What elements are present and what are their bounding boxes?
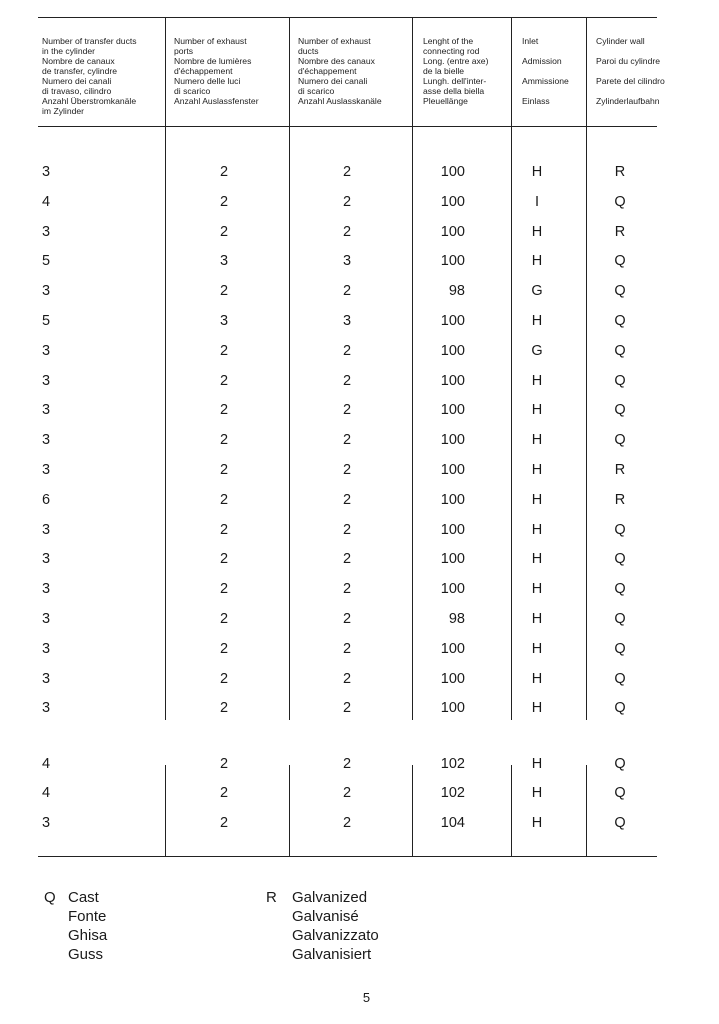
column-divider xyxy=(511,17,512,720)
cylinder-wall-cell: Q xyxy=(614,193,626,210)
exhaust-ducts-cell: 2 xyxy=(342,640,352,657)
exhaust-ports-cell: 2 xyxy=(219,164,229,180)
exhaust-ducts-cell: 2 xyxy=(342,700,352,717)
transfer-ducts-cell: 3 xyxy=(42,670,51,687)
header-rod-length: Lenght of the connecting rod Long. (entre axe) de la bielle Lungh. dell'inter- asse della biella Pleuellänge xyxy=(423,36,489,106)
exhaust-ducts-cell: 2 xyxy=(342,551,352,568)
exhaust-ducts-cell: 2 xyxy=(342,611,352,627)
cylinder-wall-cell: Q xyxy=(614,640,626,657)
inlet-cell: H xyxy=(531,551,543,568)
cylinder-wall-cell: Q xyxy=(614,611,626,627)
legend-r-label: Galvanisé xyxy=(292,908,359,925)
column-divider xyxy=(586,765,587,857)
inlet-cell: G xyxy=(531,342,543,359)
transfer-ducts-cell: 5 xyxy=(42,253,51,270)
transfer-ducts-cell: 5 xyxy=(42,313,51,329)
column-divider xyxy=(289,765,290,857)
rod-length-cell: 100 xyxy=(440,372,465,389)
inlet-cell: H xyxy=(531,521,543,538)
transfer-ducts-cell: 4 xyxy=(42,193,51,210)
transfer-ducts-cell: 3 xyxy=(42,521,51,538)
cylinder-wall-cell: Q xyxy=(614,402,626,419)
exhaust-ducts-cell: 2 xyxy=(342,283,352,300)
header-bottom-rule xyxy=(38,126,657,127)
column-divider xyxy=(412,765,413,857)
exhaust-ports-cell: 2 xyxy=(219,223,229,240)
cylinder-wall-cell: Q xyxy=(614,670,626,687)
rod-length-cell: 100 xyxy=(440,670,465,687)
rod-length-cell: 100 xyxy=(440,193,465,210)
exhaust-ports-cell: 2 xyxy=(219,193,229,210)
exhaust-ducts-cell: 2 xyxy=(342,402,352,419)
rod-length-cell: 100 xyxy=(440,551,465,568)
legend-q-label: Guss xyxy=(68,946,104,963)
transfer-ducts-cell: 4 xyxy=(42,756,51,772)
exhaust-ports-cell: 3 xyxy=(219,313,229,329)
exhaust-ducts-cell: 2 xyxy=(342,756,352,772)
rod-length-cell: 100 xyxy=(440,581,465,598)
exhaust-ports-cell: 2 xyxy=(219,785,229,801)
rod-length-cell: 100 xyxy=(440,402,465,419)
exhaust-ducts-cell: 2 xyxy=(342,223,352,240)
cylinder-wall-cell: R xyxy=(614,491,626,508)
exhaust-ports-cell: 2 xyxy=(219,372,229,389)
legend-q-label: Fonte xyxy=(68,908,107,925)
column-divider xyxy=(586,17,587,720)
column-divider xyxy=(511,765,512,857)
transfer-ducts-cell: 3 xyxy=(42,581,51,598)
header-cylinder-wall: Cylinder wall Paroi du cylindre Parete del cilindro Zylinderlaufbahn xyxy=(596,36,665,106)
cylinder-wall-cell: R xyxy=(614,164,626,180)
cylinder-wall-cell: Q xyxy=(614,581,626,598)
legend-q-label: Cast xyxy=(68,889,99,906)
column-divider xyxy=(165,17,166,720)
rod-length-cell: 100 xyxy=(440,640,465,657)
transfer-ducts-cell: 3 xyxy=(42,815,51,831)
cylinder-wall-cell: Q xyxy=(614,342,626,359)
transfer-ducts-cell: 3 xyxy=(42,283,51,300)
cylinder-wall-cell: R xyxy=(614,223,626,240)
legend-r-label: Galvanizzato xyxy=(292,927,379,944)
exhaust-ports-cell: 2 xyxy=(219,283,229,300)
cylinder-wall-cell: Q xyxy=(614,432,626,449)
transfer-ducts-cell: 3 xyxy=(42,402,51,419)
cylinder-wall-cell: Q xyxy=(614,372,626,389)
transfer-ducts-cell: 3 xyxy=(42,462,51,478)
inlet-cell: I xyxy=(534,193,540,210)
exhaust-ducts-cell: 2 xyxy=(342,785,352,801)
cylinder-wall-cell: Q xyxy=(614,756,626,772)
rod-length-cell: 100 xyxy=(440,164,465,180)
transfer-ducts-cell: 3 xyxy=(42,700,51,717)
legend-key-r: R xyxy=(266,889,277,906)
header-transfer-ducts: Number of transfer ducts in the cylinder Nombre de canaux de transfer, cylindre Numero dei canali di travaso, cilindro Anzahl Überstromkanäle im Zylinder xyxy=(42,36,137,116)
rod-length-cell: 100 xyxy=(440,462,465,478)
rod-length-cell: 98 xyxy=(448,611,465,627)
exhaust-ports-cell: 2 xyxy=(219,462,229,478)
rod-length-cell: 100 xyxy=(440,521,465,538)
exhaust-ports-cell: 3 xyxy=(219,253,229,270)
inlet-cell: H xyxy=(531,253,543,270)
column-divider xyxy=(165,765,166,857)
cylinder-wall-cell: Q xyxy=(614,283,626,300)
rod-length-cell: 100 xyxy=(440,491,465,508)
transfer-ducts-cell: 6 xyxy=(42,491,51,508)
transfer-ducts-cell: 4 xyxy=(42,785,51,801)
inlet-cell: H xyxy=(531,611,543,627)
cylinder-wall-cell: Q xyxy=(614,551,626,568)
exhaust-ports-cell: 2 xyxy=(219,581,229,598)
inlet-cell: H xyxy=(531,700,543,717)
exhaust-ducts-cell: 2 xyxy=(342,462,352,478)
inlet-cell: H xyxy=(531,402,543,419)
transfer-ducts-cell: 3 xyxy=(42,611,51,627)
cylinder-wall-cell: Q xyxy=(614,313,626,329)
exhaust-ducts-cell: 2 xyxy=(342,670,352,687)
inlet-cell: H xyxy=(531,785,543,801)
inlet-cell: H xyxy=(531,432,543,449)
rod-length-cell: 100 xyxy=(440,700,465,717)
inlet-cell: H xyxy=(531,462,543,478)
exhaust-ducts-cell: 2 xyxy=(342,372,352,389)
inlet-cell: H xyxy=(531,815,543,831)
inlet-cell: G xyxy=(531,283,543,300)
rod-length-cell: 98 xyxy=(448,283,465,300)
exhaust-ports-cell: 2 xyxy=(219,815,229,831)
page-number: 5 xyxy=(362,990,371,1005)
exhaust-ports-cell: 2 xyxy=(219,342,229,359)
rod-length-cell: 102 xyxy=(440,785,465,801)
inlet-cell: H xyxy=(531,640,543,657)
exhaust-ports-cell: 2 xyxy=(219,756,229,772)
cylinder-wall-cell: Q xyxy=(614,521,626,538)
exhaust-ports-cell: 2 xyxy=(219,611,229,627)
legend-q-label: Ghisa xyxy=(68,927,108,944)
exhaust-ports-cell: 2 xyxy=(219,640,229,657)
cylinder-wall-cell: Q xyxy=(614,253,626,270)
transfer-ducts-cell: 3 xyxy=(42,551,51,568)
exhaust-ports-cell: 2 xyxy=(219,402,229,419)
exhaust-ducts-cell: 3 xyxy=(342,313,352,329)
exhaust-ducts-cell: 2 xyxy=(342,342,352,359)
exhaust-ducts-cell: 2 xyxy=(342,491,352,508)
transfer-ducts-cell: 3 xyxy=(42,223,51,240)
column-divider xyxy=(289,17,290,720)
transfer-ducts-cell: 3 xyxy=(42,164,51,180)
exhaust-ducts-cell: 2 xyxy=(342,581,352,598)
rod-length-cell: 100 xyxy=(440,342,465,359)
exhaust-ducts-cell: 3 xyxy=(342,253,352,270)
inlet-cell: H xyxy=(531,164,543,180)
exhaust-ports-cell: 2 xyxy=(219,432,229,449)
exhaust-ducts-cell: 2 xyxy=(342,432,352,449)
cylinder-wall-cell: Q xyxy=(614,700,626,717)
inlet-cell: H xyxy=(531,491,543,508)
table-top-rule xyxy=(38,17,657,18)
inlet-cell: H xyxy=(531,581,543,598)
rod-length-cell: 100 xyxy=(440,223,465,240)
transfer-ducts-cell: 3 xyxy=(42,372,51,389)
exhaust-ports-cell: 2 xyxy=(219,670,229,687)
cylinder-wall-cell: Q xyxy=(614,785,626,801)
transfer-ducts-cell: 3 xyxy=(42,432,51,449)
rod-length-cell: 104 xyxy=(440,815,465,831)
exhaust-ducts-cell: 2 xyxy=(342,815,352,831)
exhaust-ports-cell: 2 xyxy=(219,521,229,538)
transfer-ducts-cell: 3 xyxy=(42,640,51,657)
inlet-cell: H xyxy=(531,223,543,240)
cylinder-wall-cell: R xyxy=(614,462,626,478)
column-divider xyxy=(412,17,413,720)
inlet-cell: H xyxy=(531,670,543,687)
exhaust-ports-cell: 2 xyxy=(219,700,229,717)
exhaust-ducts-cell: 2 xyxy=(342,193,352,210)
legend-key-q: Q xyxy=(44,889,56,906)
rod-length-cell: 100 xyxy=(440,432,465,449)
header-exhaust-ducts: Number of exhaust ducts Nombre des canaux d'échappement Numero dei canali di scarico Anzahl Auslasskanäle xyxy=(298,36,382,106)
inlet-cell: H xyxy=(531,372,543,389)
transfer-ducts-cell: 3 xyxy=(42,342,51,359)
rod-length-cell: 100 xyxy=(440,253,465,270)
rod-length-cell: 102 xyxy=(440,756,465,772)
legend-r-label: Galvanisiert xyxy=(292,946,372,963)
exhaust-ports-cell: 2 xyxy=(219,491,229,508)
rod-length-cell: 100 xyxy=(440,313,465,329)
exhaust-ducts-cell: 2 xyxy=(342,164,352,180)
exhaust-ducts-cell: 2 xyxy=(342,521,352,538)
header-inlet: Inlet Admission Ammissione Einlass xyxy=(522,36,569,106)
exhaust-ports-cell: 2 xyxy=(219,551,229,568)
inlet-cell: H xyxy=(531,313,543,329)
cylinder-wall-cell: Q xyxy=(614,815,626,831)
legend-r-label: Galvanized xyxy=(292,889,368,906)
table-bottom-rule xyxy=(38,856,657,857)
inlet-cell: H xyxy=(531,756,543,772)
header-exhaust-ports: Number of exhaust ports Nombre de lumières d'échappement Numero delle luci di scarico Anzahl Auslassfenster xyxy=(174,36,259,106)
